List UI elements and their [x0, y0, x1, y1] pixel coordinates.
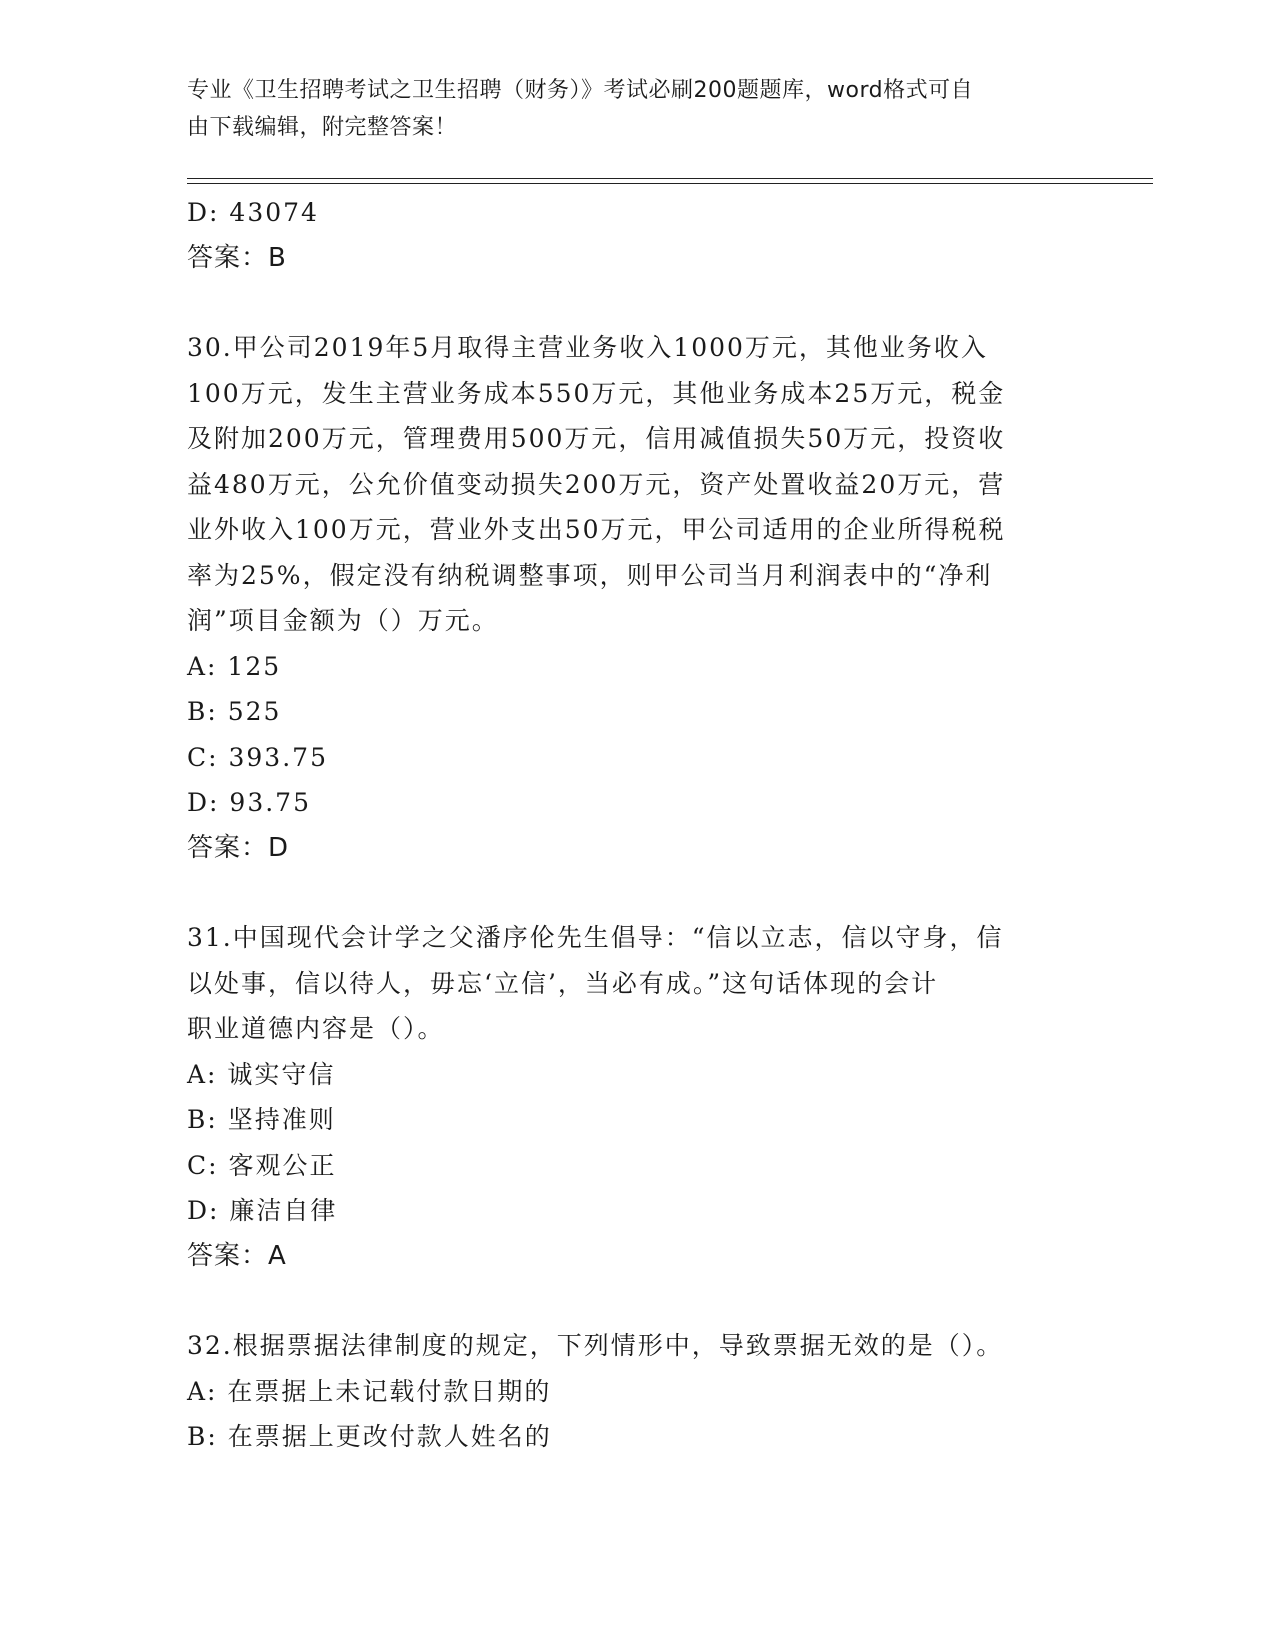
question-text-line: 31.中国现代会计学之父潘序伦先生倡导：“信以立志，信以守身，信 — [187, 923, 1004, 952]
document-body — [187, 190, 1087, 1460]
option-d: D: 93.75 — [187, 788, 311, 817]
option-c: C: 393.75 — [187, 742, 328, 772]
question-text-line: 100万元，发生主营业务成本550万元，其他业务成本25万元，税金 — [187, 378, 1006, 408]
question-text-line: 职业道德内容是（）。 — [187, 1014, 445, 1043]
answer-line: 答案：A — [187, 1240, 287, 1271]
option-b: B: 在票据上更改付款人姓名的 — [187, 1422, 552, 1451]
option-a: A: 诚实守信 — [187, 1059, 336, 1089]
question-text-line: 32.根据票据法律制度的规定，下列情形中，导致票据无效的是（）。 — [187, 1331, 1004, 1360]
header-divider-bottom — [187, 183, 1153, 184]
question-text-line: 30.甲公司2019年5月取得主营业务收入1000万元，其他业务收入 — [187, 333, 988, 362]
question-text-line: 以处事，信以待人，毋忘‘立信’，当必有成。”这句话体现的会计 — [187, 968, 939, 998]
question-text-line: 率为25%，假定没有纳税调整事项，则甲公司当月利润表中的“净利 — [187, 560, 993, 590]
header-line-2: 由下载编辑，附完整答案！ — [187, 115, 458, 140]
header-line-1: 专业《卫生招聘考试之卫生招聘（财务）》考试必刷200题题库，word格式可自 — [187, 78, 974, 103]
question-text-line: 润”项目金额为（）万元。 — [187, 606, 499, 635]
answer-line: 答案：B — [187, 242, 287, 273]
document-header — [187, 72, 1067, 146]
question-30 — [187, 325, 1087, 871]
option-b: B: 525 — [187, 697, 282, 726]
prev-question-tail — [187, 190, 1087, 281]
option-d: D: 廉洁自律 — [187, 1196, 338, 1225]
question-text-line: 业外收入100万元，营业外支出50万元，甲公司适用的企业所得税税 — [187, 515, 1006, 544]
answer-line: 答案：D — [187, 832, 290, 863]
header-divider-top — [187, 178, 1153, 179]
question-text-line: 益480万元，公允价值变动损失200万元，资产处置收益20万元，营 — [187, 469, 1006, 499]
question-text-line: 及附加200万元，管理费用500万元，信用减值损失50万元，投资收 — [187, 424, 1006, 453]
option-a: A: 在票据上未记载付款日期的 — [187, 1376, 552, 1406]
option-b: B: 坚持准则 — [187, 1105, 336, 1134]
question-32 — [187, 1323, 1087, 1460]
question-31 — [187, 915, 1087, 1279]
option-d: D: 43074 — [187, 198, 319, 227]
option-a: A: 125 — [187, 651, 282, 681]
option-c: C: 客观公正 — [187, 1150, 337, 1180]
